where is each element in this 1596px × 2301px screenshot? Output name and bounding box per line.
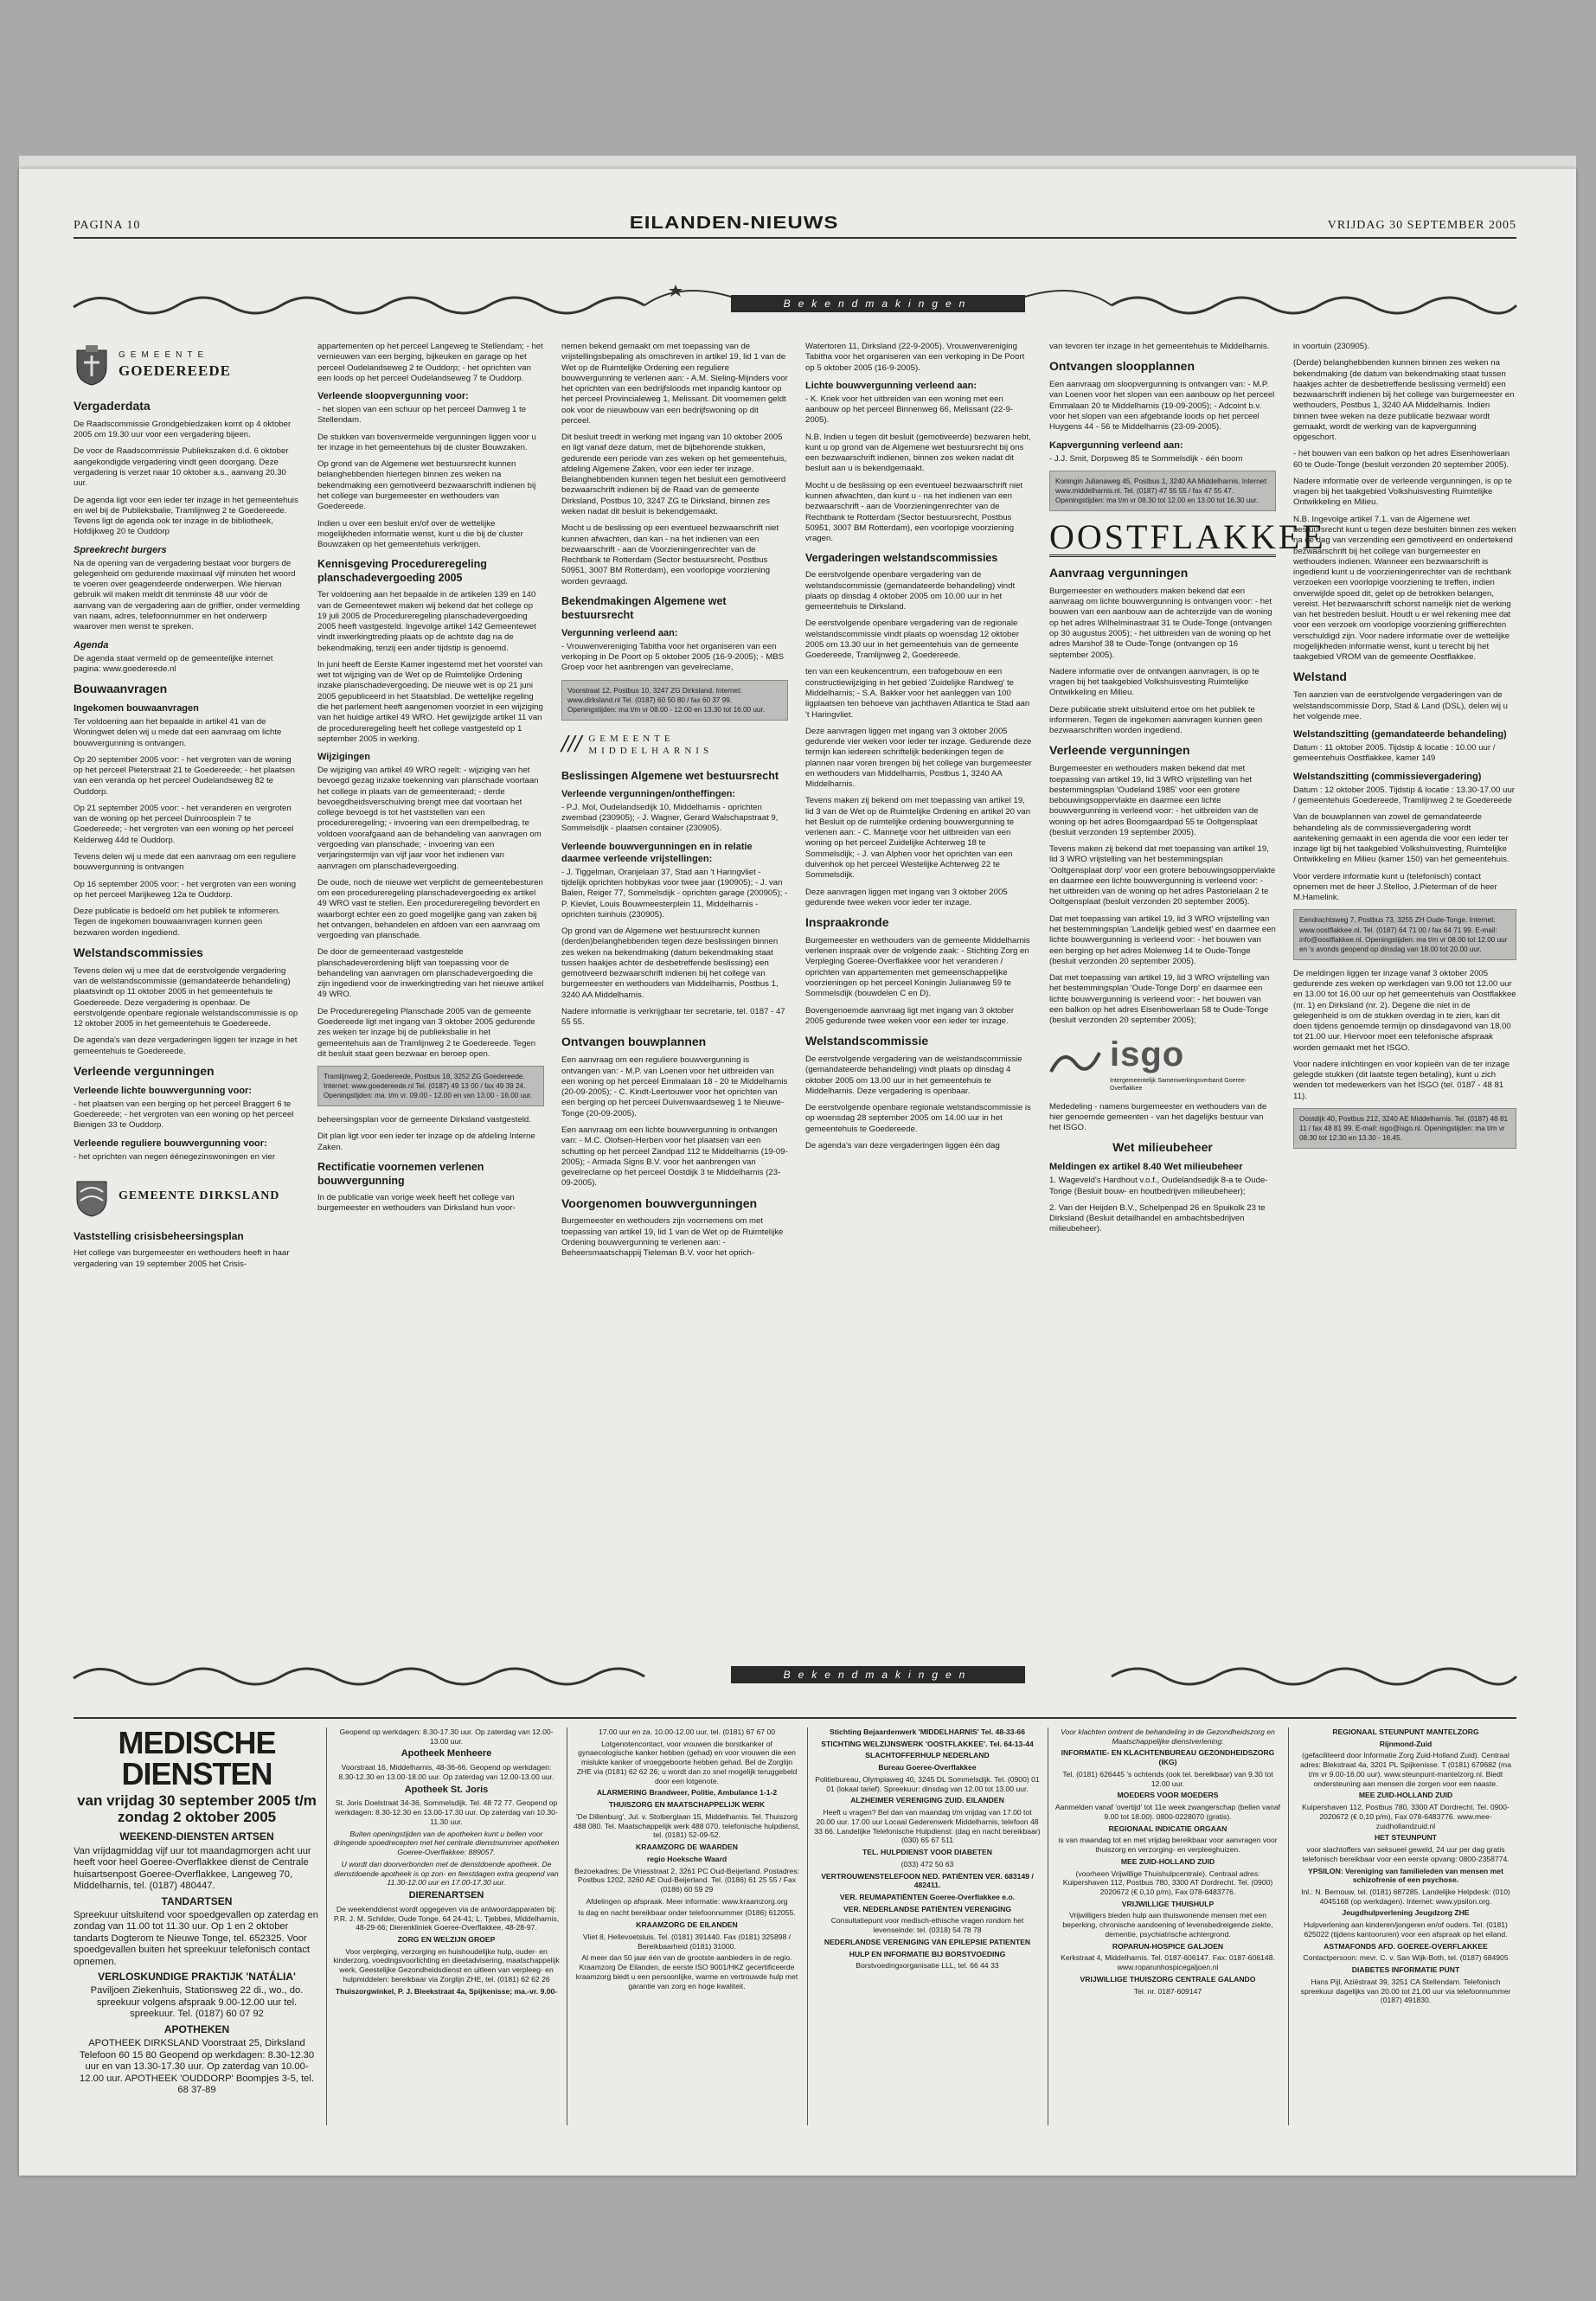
paragraph: De meldingen liggen ter inzage vanaf 3 oktober 2005 gedurende zes weken op werkdagen van 9.00 tot 12.00 uur en 13.00 tot 16.00 uur op het gemeentehuis van Oostflakkee (nr. 1) en Dirksland (nr. 2). Degene die niet in de gelegenheid is om de stukken overdag in te zien, kan dit doen tijdens genoemde termijn op dinsdagavond van 18.00 tot 21.00 uur. Hiervoor moet een telefonische afspraak worden gemaakt met het ISGO. [1293, 968, 1516, 1053]
paragraph: Mocht u de beslissing op een eventueel bezwaarschrift niet kunnen afwachten, dan kan - na het indienen van een bezwaarschrift - aan de Voorzieningenrechter van de Rechtbank te Rotterdam (Sector bestuursrecht, Postbus 50951, 3007 BM Rotterdam), een voorlopige voorziening worden gevraagd. [561, 523, 779, 586]
paragraph: Ter voldoening aan het bepaalde in artikel 41 van de Woningwet delen wij u mede dat een aanvraag om lichte bouwvergunning is ontvangen. [74, 717, 282, 748]
bottom-paragraph: Aanmelden vanaf 'overtijd' tot 11e week zwangerschap (bellen vanaf 9.00 tot 18.00). 0800-0228070 (gratis). [1054, 1803, 1281, 1821]
paragraph: appartementen op het perceel Langeweg te Stellendam; - het vernieuwen van een berging, bijkeuken en garage op het perceel Oudelandseweg 2 te Ouddorp; - het oprichten van een loods op het perceel Oudelandseweg 7 te Ouddorp. [317, 342, 543, 383]
bottom-paragraph: 17.00 uur en za. 10.00-12.00 uur, tel. (0181) 67 67 00 [598, 1727, 775, 1736]
column-2 [317, 342, 544, 1631]
bottom-heading: ROPARUN-HOSPICE GALJOEN [1112, 1941, 1224, 1951]
issue-date: VRIJDAG 30 SEPTEMBER 2005 [1327, 219, 1516, 232]
newspaper-logo: EILANDEN-NIEUWS [629, 213, 839, 234]
bottom-paragraph: Politiebureau, Olympiaweg 40, 3245 DL Sommelsdijk. Tel. (0900) 01 01 (lokaal tarief). Spreekuur: dinsdag van 12.00 tot 13.00 uur. [815, 1774, 1040, 1793]
isgo-subtitle: Intergemeentelijk Samenwerkingsverband Goeree-Overflakkee [1110, 1077, 1247, 1092]
goedereede-header [74, 343, 300, 387]
med-paragraph: Spreekuur uitsluitend voor spoedgevallen op zaterdag en zondag van 11.00 tot 11.30 uur. Op 1 en 2 oktober tandarts Dogterom te Nieuwe Tonge, tel. 652325. Voor spoedgevallen buiten het spreekuur telefonisch contact opnemen. [74, 1909, 318, 1967]
paragraph: Mededeling - namens burgemeester en wethouders van de hier genoemde gemeenten - van het dagelijks bestuur van het ISGO. [1049, 1101, 1267, 1133]
paragraph: Burgemeester en wethouders van de gemeente Middelharnis verlenen inspraak over de volgende zaak: - Stichting Zorg en Verpleging Goeree-Overflakkee voor het veranderen / oprichten van appartementen met gemeenschappelijke voorzieningen op het perceel Koningin Julianaweg 59 te Sommelsdijk (bouwdelen C en D). [805, 935, 1030, 999]
bottom-paragraph: Thuiszorgwinkel, P. J. Bleekstraat 4a, Spijkenisse; ma.-vr. 9.00- [335, 1986, 558, 1996]
bottom-banner [74, 1644, 1516, 1704]
paragraph: Watertoren 11, Dirksland (22-9-2005). Vrouwenvereniging Tabitha voor het organiseren van een verkoping in De Poort op 5 oktober 2005 (16-9-2005). [805, 342, 1025, 373]
paragraph: De voor de Raadscommissie Publiekszaken d.d. 6 oktober aangekondigde vergadering vindt geen doorgang. Deze vergadering is verzet naar 10 oktober a.s., aanvang 20.30 uur. [74, 446, 289, 489]
contact-infobox: Tramlijnweg 2, Goedereede, Postbus 18, 3252 ZG Goedereede. Internet: www.goedereede.nl Tel. (0187) 49 13 00 / fax 49 39 24. Openingstijden: ma. t/m vr. 09.00 - 12.00 en van 13.00 - 16.00 uur. [317, 1066, 544, 1106]
heading: Rectificatie voornemen verlenen bouwvergunning [317, 1161, 484, 1188]
paragraph: Deze aanvragen liggen met ingang van 3 oktober 2005 gedurende twee weken voor ieder ter inzage. [805, 887, 1008, 907]
middelharnis-logo-icon: /// [561, 730, 582, 758]
bottom-paragraph: U wordt dan doorverbonden met de dienstdoende apotheek. De dienstdoende apotheek is op zon- en feestdagen extra geopend van 11.30-12.00 uur en 17.00-17.30 uur. [334, 1859, 559, 1888]
bottom-heading: KRAAMZORG DE WAARDEN [636, 1843, 738, 1852]
paragraph: Tevens delen wij u mede dat een aanvraag om een reguliere bouwvergunning is ontvangen [74, 852, 297, 873]
paragraph: In juni heeft de Eerste Kamer ingestemd met het voorstel van wet tot wijziging van de Wet op de Ruimtelijke Ordening inzake planschadevergoeding. De nieuwe wet is op 21 juni 2005 gepubliceerd in het Staatsblad. De wettelijke regeling die het parlement heeft aangenomen voorziet in een wijziging van het huidige artikel 49 WRO. Het gewijzigde artikel 11 van de procedureregeling heeft het college vastgesteld op 1 september 2005 in werking. [317, 659, 543, 744]
bottom-heading: Apotheek St. Joris [404, 1784, 489, 1795]
bottom-paragraph: Afdelingen op afspraak. Meer informatie: www.kraamzorg.org [586, 1896, 788, 1906]
bottom-heading: ASTMAFONDS AFD. GOEREE-OVERFLAKKEE [1324, 1941, 1488, 1951]
paragraph: Na de opening van de vergadering bestaat voor burgers de gelegenheid om gedurende maximaal vijf minuten het woord te voeren over geagendeerde onderwerpen. Wie hiervan gebruik wil maken meldt dit tenminste 48 uur vóór de aanvang van de vergadering aan de griffier, onder vermelding van naam, adres, telefoonnummer en het onderwerp waarover men wenst te spreken. [74, 558, 300, 632]
subheading: Ingekomen bouwaanvragen [74, 703, 199, 715]
paragraph: Indien u over een besluit en/of over de wettelijke mogelijkheden informatie wenst, kunt u die bij de cluster Bouwzaken op het gemeentehuis verkrijgen. [317, 518, 523, 550]
subheading: Verleende sloopvergunning voor: [317, 391, 469, 402]
bottom-paragraph: Vrijwilligers bieden hulp aan thuiswonende mensen met een beperking, chronische aandoening of levensbedreigende ziekte, dementie, psychiatrische achtergrond. [1062, 1911, 1273, 1939]
bottom-column-6 [1295, 1727, 1516, 2125]
paragraph: De Raadscommissie Grondgebiedzaken komt op 4 oktober 2005 om 19.30 uur voor een vergadering bijeen. [74, 419, 292, 440]
bottom-heading: ALARMERING Brandweer, Politie, Ambulance 1-1-2 [596, 1788, 778, 1798]
bottom-heading: VER. REUMAPATIËNTEN Goeree-Overflakkee e.o. [839, 1893, 1016, 1902]
bottom-column-4 [814, 1727, 1041, 2125]
paragraph: De agenda ligt voor een ieder ter inzage in het gemeentehuis en wel bij de Publieksbalie, Tramlijnweg 2 te Goedereede. Tevens ligt de agenda ook ter inzage in de bibliotheek, Hofdijkweg 20 te Ouddorp [74, 495, 298, 537]
bottom-heading: SLACHTOFFERHULP NEDERLAND [865, 1751, 990, 1760]
paragraph: Dit plan ligt voor een ieder ter inzage op de afdeling Interne Zaken. [317, 1131, 535, 1152]
column-1 [74, 342, 300, 1631]
paragraph: N.B. Ingevolge artikel 7.1. van de Algemene wet bestuursrecht kunt u tegen deze besluiten binnen zes weken na de dag van verzending een gemotiveerd en ondertekend bezwaarschrift bij het college van burgemeester en wethouders indienen. Wanneer een bezwaarschrift is ingediend kunt u de voorzieningenrechter van de rechtbank verzoeken een voorlopige voorziening te treffen, indien onverwijlde spoed dit, gelet op de betrokken belangen, vereist. Het bezwaarschrift schorst namelijk niet de werking van het bestreden besluit. Houdt u er wel rekening mee dat voor een verzoek om voorlopige voorziening griffierechten verschuldigd zijn. Voor nadere informatie over de wettelijke mogelijkheden informatie wenst, kunt u terecht bij het taakgebied VROM van de gemeente Oostflakkee. [1293, 514, 1516, 663]
bottom-paragraph: Heeft u vragen? Bel dan van maandag t/m vrijdag van 17.00 tot 20.00 uur. 17.00 uur Locaal Gederenwerk Middelharnis, telefoon 48 33 66. Landelijke Telefonische Hulpdienst: (dag en nacht bereikbaar) (030) 65 67 511 [814, 1808, 1041, 1845]
heading: Vaststelling crisisbeheersingsplan [74, 1230, 244, 1243]
bottom-paragraph: Voor klachten omtrent de behandeling in de Gezondheidszorg en Maatschappelijke dienstverlening: [1061, 1727, 1275, 1746]
medische-subtitle: van vrijdag 30 september 2005 t/m zondag 2 oktober 2005 [77, 1792, 317, 1825]
bottom-paragraph: voor slachtoffers van seksueel geweld, 24 uur per dag gratis telefonisch bereikbaar voor een eerste opvang: 0800-2358774. [1302, 1845, 1509, 1863]
bottom-heading: STICHTING WELZIJNSWERK 'OOSTFLAKKEE'. Tel. 64-13-44 [821, 1739, 1034, 1748]
med-heading: TANDARTSEN [161, 1894, 233, 1907]
paragraph: Op 16 september 2005 voor: - het vergroten van een woning op het perceel Marijkeweg 12a te Ouddorp. [74, 879, 297, 900]
contact-infobox: Koningin Julianaweg 45, Postbus 1, 3240 AA Middelharnis. Internet: www.middelharnis.nl. Tel. (0187) 47 55 55 / fax 47 55 47. Openingstijden: ma t/m vr 08.30 tot 12.00 en 13.00 tot 16.30 uur. [1049, 471, 1276, 511]
bottom-paragraph: Al meer dan 50 jaar één van de grootste aanbieders in de regio. Kraamzorg De Eilanden, de eerste ISO 9001/HKZ gecertificeerde kraamzorg biedt u een persoonlijke, warme en vertrouwde hulp met garantie van zorg en hoge kwaliteit. [575, 1953, 798, 1990]
subheading: Meldingen ex artikel 8.40 Wet milieubeheer [1049, 1162, 1243, 1173]
organisation-name: GEMEENTE MIDDELHARNIS [588, 733, 714, 756]
paragraph: Tevens maken zij bekend om met toepassing van artikel 19, lid 3 van de Wet op de Ruimtelijke Ordening en artikel 20 van het Besluit op de ruimtelijke ordening bouwvergunning te verlenen aan: - C. Mannetje voor het uitbreiden van een woning op het perceel Zuidelijke Achterweg 18 te Sommelsdijk; - J. van Alphen voor het oprichten van een duivenhok op het perceel Westelijke Achterweg 22 te Sommelsdijk. [805, 796, 1031, 881]
paragraph: De door de gemeenteraad vastgestelde planschadeverordening blijft van toepassing voor de behandeling van aanvragen om planschadevergoeding die zijn ingediend voor de inwerkingtreding van het nieuwe artikel 49 WRO. [317, 947, 544, 1000]
paragraph: Voor verdere informatie kunt u (telefonisch) contact opnemen met de heer J.Stelloo, J.Pieterman of de heer M.Hamelink. [1293, 871, 1497, 903]
heading: Vergaderdata [74, 399, 151, 413]
paragraph: (Derde) belanghebbenden kunnen binnen zes weken na bekendmaking (de datum van bekendmaking staat tussen haakjes achter de desbetreffende beslissing vermeld) een bezwaarschrift indienen bij het college van burgemeester en wethouders, Postbus 1, 3240 AA Middelharnis. Indien binnen twee weken na deze publicatie bezwaar wordt gemaakt, wordt de werking van de kapvergunning opgeschort. [1293, 358, 1515, 443]
paragraph: Datum : 12 oktober 2005. Tijdstip & locatie : 13.30-17.00 uur / gemeentehuis Goedereede, Tramlijnweg 2 te Goedereede [1293, 785, 1515, 806]
paragraph: van tevoren ter inzage in het gemeentehuis te Middelharnis. [1049, 342, 1270, 351]
bottom-heading: HULP EN INFORMATIE BIJ BORSTVOEDING [849, 1949, 1006, 1958]
paragraph: De eerstvolgende openbare regionale welstandscommissie is op woensdag 28 september 2005 om 14.00 uur in het gemeentehuis te Goedereede. [805, 1103, 1031, 1134]
bottom-paragraph: Kerkstraat 4, Middelharnis. Tel. 0187-606147. Fax: 0187-606148. www.roparunhospicegaljoen.nl [1061, 1953, 1275, 1972]
municipality-label: GEMEENTE [119, 349, 209, 360]
paragraph: Deze publicatie strekt uitsluitend ertoe om het publiek te informeren. Tegen de ingekomen aanvragen kunnen geen bezwaarschriften worden ingediend. [1049, 704, 1263, 736]
bottom-heading: Rijnmond-Zuid [1379, 1739, 1433, 1748]
paragraph: beheersingsplan voor de gemeente Dirksland vastgesteld. [317, 1115, 531, 1125]
paragraph: De agenda's van deze vergaderingen liggen één dag [805, 1140, 1000, 1150]
paragraph: De Procedureregeling Planschade 2005 van de gemeente Goedereede ligt met ingang van 3 oktober 2005 gedurende zes weken ter inzage bij de publieksbalie in het gemeentehuis aan de Tramlijnweg 2 te Goedereede. Tegen dit besluit staat geen bezwaar en beroep open. [317, 1006, 536, 1059]
column-6 [1293, 342, 1516, 1631]
bottom-column-3 [574, 1727, 800, 2125]
isgo-wordmark: isgo [1110, 1035, 1185, 1074]
bottom-heading: HET STEUNPUNT [1374, 1833, 1438, 1843]
banner-label: Bekendmakingen [783, 298, 973, 310]
paragraph: Op 21 september 2005 voor: - het veranderen en vergroten van de woning op het perceel Duinroosplein 7 te Goedereede; - het vergroten van een woning op het perceel Kelderweg 44d te Ouddorp. [74, 803, 294, 845]
subheading: Verleende vergunningen/ontheffingen: [561, 788, 736, 799]
paragraph: Het college van burgemeester en wethouders heeft in haar vergadering van 19 september 2005 het Crisis- [74, 1248, 290, 1269]
medische-title: MEDISCHE DIENSTEN [118, 1725, 276, 1791]
subheading: Wijzigingen [317, 752, 371, 763]
paragraph: Een aanvraag om een reguliere bouwvergunning is ontvangen van: - M.P. van Loenen voor het uitbreiden van een woning op het perceel Emmalaan 18 - 20 te Middelharnis (20-09-2005); - C. Kindt-Leertouwer voor het oprichten van een berging op het perceel Duivenwaardseweg 1 te Nieuwe-Tonge (20-09-2005). [561, 1055, 788, 1118]
bottom-heading: VRIJWILLIGE THUISZORG CENTRALE GALANDO [1080, 1974, 1256, 1984]
isgo-wave-icon [1049, 1046, 1101, 1080]
subheading: Vergunning verleend aan: [561, 627, 678, 638]
paragraph: Van de bouwplannen van zowel de gemandateerde behandeling als de commissievergadering wordt aantekening gemaakt in een agenda die voor een ieder ter inzage ligt bij het taakgebied Volkshuisvesting, Ruimtelijke Ontwikkeling en Milieu (kamer 150) van het gemeentehuis. [1293, 812, 1509, 865]
bottom-paragraph: Vliet 8, Hellevoetsluis. Tel. (0181) 391440. Fax (0181) 325898 / Bereikbaarheid (0181) 31000. [582, 1932, 792, 1951]
paragraph: nemen bekend gemaakt om met toepassing van de vrijstellingsbepaling als omschreven in artikel 19, lid 1 van de Wet op de Ruimtelijke Ordening een reguliere bouwvergunning te verlenen aan: - A.M. Sieling-Mijnders voor het oprichten van een bedrijfsloods met inpandig kantoor op het perceel Provincialeweg 1, Melissant. Dit voornemen geldt ook voor de nieuwbouw van een bedrijfswoning op dit perceel. [561, 342, 788, 426]
contact-infobox: Voorstraat 12, Postbus 10, 3247 ZG Dirksland. Internet: www.dirksland.nl Tel. (0187) 60 50 80 / fax 60 37 99. Openingstijden: ma t/m vr 08.00 - 12.00 en 13.30 tot 16.00 uur. [561, 680, 788, 721]
municipality-name: GEMEENTE DIRKSLAND [119, 1189, 280, 1203]
paragraph: Nadere informatie over de ontvangen aanvragen, is op te vragen bij het taakgebied Volkshuisvesting Ruimtelijke Ontwikkeling en Milieu. [1049, 666, 1259, 698]
paragraph: De eerstvolgende openbare vergadering van de welstandscommissie (gemandateerde behandeling) vindt plaats op dinsdag 4 oktober 2005 om 10.00 uur in het gemeentehuis te Dirksland. [805, 570, 1016, 612]
paragraph: De oude, noch de nieuwe wet verplicht de gemeentebesturen om een procedureregeling planschadevergoeding ex artikel 49 WRO vast te stellen. Een procedureregeling bevordert en waarborgt echter een zo goed mogelijke gang van zaken bij het ontvangen, behandelen en afdoen van een aanvraag om vergoeding van planschade. [317, 877, 543, 941]
bottom-paragraph: (033) 472 50 63 [901, 1859, 954, 1868]
paragraph: - J.J. Smit, Dorpsweg 85 te Sommelsdijk - één boom [1049, 453, 1243, 464]
bottom-heading: REGIONAAL STEUNPUNT MANTELZORG [1332, 1727, 1479, 1736]
subheading: Welstandszitting (gemandateerde behandeling) [1293, 729, 1507, 740]
paragraph: - het oprichten van negen éénegezinswoningen en vier [74, 1151, 276, 1162]
bottom-paragraph: Consultatiepunt voor medisch-ethische vragen rondom het levenseinde: tel. (0318) 54 78 78 [830, 1916, 1024, 1935]
heading: Beslissingen Algemene wet bestuursrecht [561, 769, 779, 782]
bottom-paragraph: Bezoekadres: De Vriesstraat 2, 3261 PC Oud-Beijerland. Postadres: Postbus 1202, 3260 AE Oud-Beijerland. Tel. (0186) 61 25 55 / Fax (0186) 60 59 29 [574, 1866, 799, 1894]
paragraph: Een aanvraag om sloopvergunning is ontvangen van: - M.P. van Loenen voor het slopen van een aanbouw op het perceel Emmalaan 20 te Middelharnis (19-09-2005); - Adcoint b.v. voor het slopen van een afgebrande loods op het perceel Huygens 44 - 56 te Middelharnis (23-09-2005). [1049, 380, 1275, 433]
subheading: Spreekrecht burgers [74, 544, 167, 555]
paragraph: Dit besluit treedt in werking met ingang van 10 oktober 2005 en ligt vanaf deze datum, met de bijbehorende stukken, gedurende een periode van zes weken op het gemeentehuis, afdeling Algemene Zaken, voor een ieder ter inzage. Belanghebbenden kunnen tegen het besluit een gemotiveerd bezwaarschrift indienen bij de Raad van de gemeente Dirksland, Postbus 10, 3247 ZG te Dirksland, binnen zes weken nadat dit besluit is bekendgemaakt. [561, 433, 787, 516]
column-divider [807, 1727, 808, 2125]
page-number: PAGINA 10 [74, 219, 141, 232]
paragraph: - K. Kriek voor het uitbreiden van een woning met een aanbouw op het perceel Binnenweg 66, Melissant (22-9-2005). [805, 394, 1013, 426]
bottom-paragraph: St. Joris Doelstraat 34-36, Sommelsdijk. Tel. 48 72 77. Geopend op werkdagen: 8.30-12.30 en 13.00-17.30 uur. Op zaterdag van 10.30-11.30 uur. [335, 1798, 558, 1826]
subheading: Welstandszitting (commissievergadering) [1293, 771, 1482, 782]
bottom-paragraph: Lotgenotencontact, voor vrouwen die borstkanker of gynaecologische kanker hebben (gehad) en voor vrouwen die een mislukte kanker of vroeggeboorte hebben gehad. Bel de Zorglijn ZHE via (0181) 62 62 26; u wordt dan zo snel mogelijk teruggebeld door een lotgenote. [576, 1739, 798, 1785]
bottom-heading: MEE ZUID-HOLLAND ZUID [1120, 1856, 1215, 1866]
subheading: Kapvergunning verleend aan: [1049, 439, 1183, 451]
heading: Ontvangen sloopplannen [1049, 359, 1195, 374]
subheading: Verleende lichte bouwvergunning voor: [74, 1085, 252, 1096]
paragraph: Deze publicatie is bedoeld om het publiek te informeren. Tegen de ingekomen bouwaanvragen kunnen geen bezwaren worden ingediend. [74, 907, 280, 938]
med-paragraph: APOTHEEK DIRKSLAND Voorstraat 25, Dirksland Telefoon 60 15 80 Geopend op werkdagen: 8.30-12.30 uur en van 13.30-17.30 uur. Op zaterdag van 10.00-12.00 uur. APOTHEEK 'OUDDORP' Boompjes 3-5, tel. 68 37-89 [79, 2038, 315, 2095]
paragraph: Bovengenoemde aanvraag ligt met ingang van 3 oktober 2005 gedurende twee weken voor een ieder ter inzage. [805, 1005, 1015, 1026]
bottom-heading: ALZHEIMER VERENIGING ZUID. EILANDEN [850, 1796, 1004, 1805]
heading: Aanvraag vergunningen [1049, 566, 1189, 580]
paragraph: Dat met toepassing van artikel 19, lid 3 WRO vrijstelling van het bestemmingsplan 'Oude-Tonge Dorp' en daarmee een lichte bouwvergunning is verleend voor: - het bouwen van een balkon op het adres Eisenhowerlaan 58 te Oude-Tonge (besluit verzonden 20 september 2005); [1049, 973, 1270, 1026]
heading: Ontvangen bouwplannen [561, 1035, 707, 1049]
bottom-paragraph: Geopend op werkdagen: 8.30-17.30 uur. Op zaterdag van 12.00-13.00 uur. [339, 1727, 554, 1746]
subheading: Agenda [74, 639, 109, 651]
heading: Welstandscommissies [74, 945, 203, 959]
banner-label: Bekendmakingen [783, 1669, 973, 1681]
paragraph: - Vrouwenvereniging Tabitha voor het organiseren van een verkoping in De Poort op 5 oktober 2005 (16-9-2005); - MBS Groep voor het aanbrengen van gevelreclame, [561, 641, 785, 673]
paragraph: - het slopen van een schuur op het perceel Damweg 1 te Stellendam. [317, 405, 527, 426]
goedereede-crest-icon [74, 343, 110, 387]
subheading: Verleende bouwvergunningen en in relatie daarmee verleende vrijstellingen: [561, 841, 753, 864]
paragraph: Tevens maken zij bekend dat met toepassing van artikel 19, lid 3 WRO vrijstelling van het bestemmingsplan 'Ooltgensplaat dorp' voor een grotere bebouwingsoppervlakte en daarmee een lichte bouwvergunning is verleend voor: - het uitbreiden van de woning op het adres Pastorielaan 2 te Ooltgensplaat (besluit verzonden 20 september 2005). [1049, 844, 1276, 907]
middelharnis-logo [561, 729, 788, 760]
dirksland-crest-icon [74, 1175, 110, 1218]
bottom-paragraph: Tel. nr. 0187-609147 [1133, 1986, 1202, 1996]
paragraph: Tevens delen wij u mee dat de eerstvolgende vergadering van de welstandscommissie (gemandateerde behandeling) plaatsvindt op 11 oktober 2005 in het gemeentehuis te Goedereede. Deze vergadering is openbaar. De eerstvolgende openbare regionale welstandscommissie is op 12 oktober 2005 in het gemeentehuis te Goedereede. [74, 965, 298, 1029]
bottom-paragraph: Is dag en nacht bereikbaar onder telefoonnummer (0186) 612055. [578, 1908, 796, 1918]
subheading: Verleende reguliere bouwvergunning voor: [74, 1138, 267, 1149]
paragraph: Ter voldoening aan het bepaalde in de artikelen 139 en 140 van de Gemeentewet maken wij bekend dat het college op 19 juli 2005 de Procedureregeling planschadevergoeding 2005 heeft vastgesteld. Ingevolge artikel 142 Gemeentewet vindt inwerkingtreding plaats op de achtste dag na de bekendmaking, tenzij een ander tijdstip is genoemd. [317, 590, 536, 653]
paragraph: De eerstvolgende vergadering van de welstandscommissie (gemandateerde behandeling) vindt plaats op dinsdag 4 oktober 2005 om 13.00 uur in het gemeentehuis te Middelharnis. Deze vergadering is openbaar. [805, 1054, 1022, 1096]
bottom-heading: regio Hoeksche Waard [646, 1854, 727, 1863]
column-4 [805, 342, 1032, 1631]
bottom-paragraph: 'De Dillenburg', Jul. v. Stolberglaan 15, Middelharnis. Tel. Thuiszorg 488 080. Tel. Maatschappelijk werk 488 070. telefonische hulpdienst, tel. (0181) 52-09-52. [574, 1811, 800, 1840]
bottom-paragraph: Hans Pijl, Aziëstraat 39, 3251 CA Stellendam. Telefonisch spreekuur dagelijks van 20.00 tot 21.00 uur via telefoonnummer (0187) 491830. [1300, 1977, 1511, 2005]
paragraph: Burgemeester en wethouders zijn voornemens om met toepassing van artikel 19, lid 1 van de Wet op de Ruimtelijke Ordening bouwvergunning te verlenen aan: - Beheersmaatschappij Tieleman B.V. voor het oprich- [561, 1216, 784, 1259]
bottom-heading: Apotheek Menheere [401, 1748, 492, 1759]
heading: Welstandscommissie [805, 1034, 929, 1048]
paragraph: Op 20 september 2005 voor: - het vergroten van de woning op het perceel Pieterstraat 21 te Goedereede; - het plaatsen van een veranda op het perceel Oudelandseweg 82 te Ouddorp. [74, 754, 296, 797]
column-3 [561, 342, 788, 1631]
isgo-logo [1049, 1033, 1276, 1093]
paragraph: - J. Tiggelman, Oranjelaan 37, Stad aan 't Haringvliet - tijdelijk oprichten hobbykas voor twee jaar (190905); - J. van Balen, Reiger 77, Sommelsdijk - oprichten garage (200905); - P. Kievlet, Louis Bouwmeesterplein 11, Middelharnis - oprichten tuinhuis (230905). [561, 867, 788, 920]
oostflakkee-logo: OOSTFLAKKEE [1049, 517, 1326, 557]
paragraph: Voor nadere inlichtingen en voor kopieën van de ter inzage gelegde stukken (dit laatste tegen betaling), kunt u zich wenden tot medewerkers van het ISGO (tel. 0187 - 48 81 11). [1293, 1059, 1510, 1101]
med-heading: WEEKEND-DIENSTEN ARTSEN [119, 1830, 274, 1843]
paragraph: De agenda staat vermeld op de gemeentelijke internet pagina: www.goedereede.nl [74, 653, 273, 674]
bottom-heading: ZORG EN WELZIJN GROEP [397, 1935, 496, 1944]
paragraph: Nadere informatie is verkrijgbaar ter secretarie, tel. 0187 - 47 55 55. [561, 1006, 785, 1028]
paragraph: Een aanvraag om een lichte bouwvergunning is ontvangen van: - M.C. Olofsen-Herben voor het plaatsen van een schutting op het perceel Zandpad 112 te Middelharnis (19-09-2005); - Armada Signs B.V. voor het aanbrengen van gevelreclame op het perceel Oostdijk 3 te Middelharnis (23-09-2005). [561, 1125, 788, 1189]
top-banner [74, 272, 1516, 333]
heading: Vergaderingen welstandscommissies [805, 552, 998, 565]
bottom-paragraph: Voorstraat 16, Middelharnis, 48-36-66. Geopend op werkdagen: 8.30-12.30 en 13.00-18.00 uur. Op zaterdag van 12.00-13.00 uur. [338, 1763, 554, 1781]
paragraph: - P.J. Mol, Oudelandsedijk 10, Middelharnis - oprichten zwembad (230905); - J. Wagner, Gerard Walschapstraat 9, Sommelsdijk - plaatsen container (230905). [561, 802, 779, 834]
paragraph: De agenda's van deze vergaderingen liggen ter inzage in het gemeentehuis te Goedereede. [74, 1035, 298, 1056]
paragraph: Op grond van de Algemene wet bestuursrecht kunnen (derden)belanghebbenden tegen deze beslissingen binnen zes weken na bekendmaking (datum bekendmaking staat tussen haakjes achter de desbetreffende beslissing) een gemotiveerd bezwaarschrift indienen bij het college van burgemeester en wethouders van Middelharnis, Postbus 1, 3240 AA Middelharnis. [561, 926, 779, 1000]
paragraph: - het plaatsen van een berging op het perceel Braggert 6 te Goedereede; - het vergroten van een woning op het perceel Bienigen 33 te Ouddorp. [74, 1099, 294, 1131]
bottom-paragraph: Hulpverlening aan kinderen/jongeren en/of ouders. Tel. (0181) 625022 (tijdens kantooruren) voor een afspraak op het eiland. [1304, 1920, 1508, 1939]
medische-diensten [74, 1727, 320, 2125]
med-paragraph: Van vrijdagmiddag vijf uur tot maandagmorgen acht uur heeft voor heel Goeree-Overflakkee dienst de Centrale huisartsenpost Goeree-Overflakkee, Langeweg 70, Middelharnis, tel. (0187) 480447. [74, 1845, 311, 1892]
paragraph: In de publicatie van vorige week heeft het college van burgemeester en wethouders van Dirksland hun voor- [317, 1193, 516, 1214]
heading: Wet milieubeheer [1112, 1140, 1213, 1155]
bottom-heading: DIERENARTSEN [408, 1890, 484, 1901]
medical-services-section [74, 1717, 1516, 2134]
masthead [74, 208, 1516, 239]
paragraph: N.B. Indien u tegen dit besluit (gemotiveerde) bezwaren hebt, kunt u op grond van de Algemene wet bestuursrecht bij ons een bezwaarschrift indienen, binnen zes weken nadat dit besluit aan u is bekendgemaakt. [805, 432, 1031, 474]
bottom-column-2 [333, 1727, 560, 2125]
bottom-heading: Jeugdhulpverlening Jeugdzorg ZHE [1342, 1908, 1470, 1918]
bottom-heading: MEE ZUID-HOLLAND ZUID [1358, 1791, 1453, 1800]
bottom-paragraph: Voor verpleging, verzorging en huishoudelijke hulp, ouder- en kinderzorg, voedingsvoorlichting en dieetadvisering, maatschappelijk werk, Geestelijke Gezondheidsdienst en uitleen van verpleeg- en hulpmiddelen: bereikbaar via Zorglijn ZHE, tel. (0181) 62 62 26 [333, 1946, 560, 1984]
heading: Bekendmakingen Algemene wet bestuursrecht [561, 594, 727, 621]
bottom-paragraph: Borstvoedingsorganisatie LLL, tel. 66 44 33 [856, 1961, 999, 1971]
paragraph: Datum : 11 oktober 2005. Tijdstip & locatie : 10.00 uur / gemeentehuis Oostflakkee, kamer 149 [1293, 743, 1496, 764]
column-divider [326, 1727, 327, 2125]
bottom-heading: VRIJWILLIGE THUISHULP [1121, 1899, 1215, 1908]
paragraph: Deze aanvragen liggen met ingang van 3 oktober 2005 gedurende vier weken voor ieder ter inzage. Gedurende deze termijn kan iedereen schriftelijk bedenkingen tegen de plannen naar voren brengen bij het college van burgemeester en wethouders van Middelharnis, Postbus 1, 3240 AA Middelharnis. [805, 726, 1032, 790]
page-content [74, 208, 1516, 2137]
bottom-heading: NEDERLANDSE VERENIGING VAN EPILEPSIE PATIENTEN [824, 1937, 1031, 1946]
heading: Welstand [1293, 670, 1347, 684]
paragraph: ten van een keukencentrum, een trafogebouw en een constructiewijziging in het gebied 'Zuidelijke Randweg' te Middelharnis; - S.A. Bakker voor het aanleggen van 100 ligplaatsen ten behoeve van jachthaven Atlantica te Stad aan 't Haringvliet. [805, 667, 1030, 720]
heading: Bouwaanvragen [74, 682, 168, 696]
bottom-paragraph: is van maandag tot en met vrijdag bereikbaar voor aanvragen voor thuiszorg en verzorging- en verpleeghuizen. [1058, 1836, 1278, 1855]
med-heading: VERLOSKUNDIGE PRAKTIJK 'NATÁLIA' [98, 1971, 296, 1984]
paragraph: De stukken van bovenvermelde vergunningen liggen voor u ter inzage in het gemeentehuis bij de cluster Bouwzaken. [317, 432, 536, 452]
paragraph: Op grond van de Algemene wet bestuursrecht kunnen belanghebbenden hiertegen binnen zes weken na bekendmaking een gemotiveerd bezwaarschrift indienen bij het college van burgemeester en wethouders van Goedereede. [317, 459, 536, 512]
bottom-paragraph: De weekenddienst wordt opgegeven via de antwoordapparaten bij: P.R. J. M. Schilder, Oude Tonge, 64 24-41; L. Tjebbes, Middelharnis, 48-29-66; Dierenkliniek Goeree-Overflakkee, 48-28-97. [333, 1904, 560, 1932]
bottom-heading: REGIONAAL INDICATIE ORGAAN [1108, 1823, 1227, 1833]
bottom-paragraph: Kuipershaven 112, Postbus 780, 3300 AT Dordrecht. Tel. 0900-2020672 (€ 0,10 p/m), Fax 078-6483776. www.mee-zuidhollandzuid.nl [1302, 1803, 1509, 1830]
subheading: Lichte bouwvergunning verleend aan: [805, 380, 977, 391]
heading: Voorgenomen bouwvergunningen [561, 1195, 758, 1210]
med-heading: APOTHEKEN [163, 2022, 230, 2035]
med-paragraph: Paviljoen Ziekenhuis, Stationsweg 22 di., wo., do. spreekuur volgens afspraak 9.00-12.00 uur tel. spreekuur. Tel. (0187) 60 07 92 [90, 1985, 304, 2020]
bottom-heading: INFORMATIE- EN KLACHTENBUREAU GEZONDHEIDSZORG (IKG) [1061, 1748, 1275, 1767]
column-divider [1288, 1727, 1289, 2125]
paragraph: Burgemeester en wethouders maken bekend dat een aanvraag om lichte bouwvergunning is ontvangen voor: - het bouwen van een aanbouw aan de achterzijde van de woning op het adres Wilhelminastraat 31 te Oude-Tonge (ontvangen op 30 augustus 2005); - het uitbreiden van de woning op het adres Marshof 38 te Oude-Tonge (ontvangen op 16 september 2005). [1049, 586, 1272, 660]
bottom-paragraph: Tel. (0181) 626445 's ochtends (ook tel. bereikbaar) van 9.30 tot 12.00 uur. [1062, 1769, 1273, 1788]
contact-infobox: Eendrachtsweg 7, Postbus 73, 3255 ZH Oude-Tonge. Internet: www.oostflakkee.nl. Tel. (0187) 64 71 00 / fax 64 71 99. E-mail: info@oostflakkee.nl. Openingstijden: ma t/m vr 08.00 tot 12.00 uur en 's avonds geopend op dinsdag van 18.00 tot 20.00 uur. [1293, 909, 1516, 959]
paragraph: Nadere informatie over de verleende vergunningen, is op te vragen bij het taakgebied Volkshuisvesting Ruimtelijke Ontwikkeling en Milieu. [1293, 476, 1512, 508]
contact-infobox: Oostdijk 40, Postbus 212, 3240 AE Middelharnis. Tel. (0187) 48 81 11 / fax 48 81 99. E-mail: isgo@isgo.nl. Openingstijden: ma t/m vr 08.30 tot 12.30 en 13.30 - 16.45. [1293, 1108, 1516, 1149]
bottom-heading: Stichting Bejaardenwerk 'MIDDELHARNIS' Tel. 48-33-66 [830, 1727, 1025, 1736]
paragraph: 2. Van der Heijden B.V., Schelpenpad 26 en Spuikolk 23 te Dirksland (Besluit detailhandel en ambachtsbedrijven milieubeheer). [1049, 1202, 1266, 1234]
paragraph: 1. Wageveld's Hardhout v.o.f., Oudelandsedijk 8-a te Oude-Tonge (Besluit bouw- en houtbedrijven milieubeheer); [1049, 1176, 1268, 1196]
municipality-name: GOEDEREEDE [119, 362, 231, 379]
heading: Verleende vergunningen [1049, 743, 1190, 758]
heading: Inspraakronde [805, 915, 889, 930]
bottom-paragraph: (gefaciliteerd door Informatie Zorg Zuid-Holland Zuid). Centraal adres: Blekstraat 4a, 3201 PL Spijkenisse. T (0181) 679682 (ma t/m vr 9.00-16.00 uur). www.steunpunt-mantelzorg.nl. Biedt ondersteuning aan mensen die zorgen voor een naaste. [1300, 1751, 1511, 1788]
heading: Verleende vergunningen [74, 1063, 215, 1078]
paragraph: Mocht u de beslissing op een eventueel bezwaarschrift niet kunnen afwachten, dan kunt u - na het indienen van een bezwaarschrift - aan de Voorzieningenrechter van de Rechtbank te Rotterdam (Sector bestuursrecht, Postbus 50951, 3007 BM Rotterdam), een voorlopige voorziening vragen. [805, 480, 1023, 544]
bottom-heading: VERTROUWENSTELEFOON NED. PATIËNTEN VER. 683149 / 482411. [821, 1871, 1034, 1890]
bottom-heading: KRAAMZORG DE EILANDEN [636, 1920, 738, 1930]
paragraph: De eerstvolgende openbare vergadering van de regionale welstandscommissie vindt plaats op woensdag 12 oktober 2005 om 13.30 uur in het gemeentehuis van de gemeente Goedereede, Tramlijnweg 2, Goedereede. [805, 619, 1019, 661]
bottom-heading: VER. NEDERLANDSE PATIËNTEN VERENIGING [843, 1904, 1012, 1913]
bottom-paragraph: Contactpersoon: mevr. C. v. San Wijk-Both, tel. (0187) 684905 [1303, 1953, 1509, 1963]
paragraph: in voortuin (230905). [1293, 342, 1369, 351]
medische-body [74, 1830, 320, 2096]
bottom-paragraph: Buiten openingstijden van de apotheken kunt u bellen voor dringende spoedrecepten met het centrale dienstnummer apotheken Goeree-Overflakkee: 889057. [333, 1829, 560, 1857]
dirksland-header [74, 1175, 300, 1218]
heading: Kennisgeving Procedureregeling planschadevergoeding 2005 [317, 558, 487, 585]
bottom-heading: DIABETES INFORMATIE PUNT [1351, 1965, 1460, 1975]
paragraph: De wijziging van artikel 49 WRO regelt: - wijziging van het bevoegd gezag inzake toekenning van planschade voortaan het college in plaats van de gemeenteraad; - derde bevoegdheidsverschuiving brengt mee dat voortaan het college bevoegd is tot het vaststellen van een procedureregeling; - invoering van een drempelbedrag, te voldoen voorafgaand aan de behandeling van aanvragen om vergoeding van planschade; - invoering van een verjaringstermijn van vijf jaar voor het indienen van aanvragen om planschadevergoeding. [317, 766, 542, 871]
bottom-heading: MOEDERS VOOR MOEDERS [1117, 1791, 1219, 1800]
paragraph: Ten aanzien van de eerstvolgende vergaderingen van de welstandscommissie Dorp, Stad & Land (DSL), delen wij u het volgende mee. [1293, 690, 1508, 721]
bottom-heading: Bureau Goeree-Overflakkee [878, 1763, 977, 1772]
bottom-heading: TEL. HULPDIENST VOOR DIABETEN [862, 1848, 992, 1857]
bottom-heading: THUISZORG EN MAATSCHAPPELIJK WERK [608, 1800, 766, 1810]
bottom-column-5 [1054, 1727, 1281, 2125]
paragraph: Dat met toepassing van artikel 19, lid 3 WRO vrijstelling van het bestemmingsplan 'Landelijk gebied west' en daarmee een lichte bouwvergunning is verleend voor: - het bouwen van een berging op het adres Molenweg 14 te Oude-Tonge (besluit verzonden 20 september 2005). [1049, 913, 1276, 966]
bottom-paragraph: (voorheen Vrijwillige Thuishulpcentrale). Centraal adres: Kuipershaven 112, Postbus 780, 3300 AT Dordrecht. Tel. (0900) 2020672 (€ 0,10 p/m), Fax 078-6483776. [1062, 1868, 1273, 1897]
paragraph: - het bouwen van een balkon op het adres Eisenhowerlaan 60 te Oude-Tonge (besluit verzonden 20 september 2005). [1293, 449, 1510, 470]
bottom-paragraph: Inl.: N. Bernouw, tel. (0181) 687285. Landelijke Helpdesk: (010) 4045168 (op werkdagen). Internet: www.ypsilon.org. [1301, 1888, 1510, 1906]
bottom-heading: YPSILON: Vereniging van familieleden van mensen met schizofrenie of een psychose. [1308, 1866, 1503, 1885]
paragraph: Burgemeester en wethouders maken bekend dat met toepassing van artikel 19, lid 3 WRO vrijstelling van het bestemmingsplan 'Oudeland 1985' voor een grotere bebouwingsoppervlakte en daarmee een lichte bouwvergunning is verleend voor: - het uitbreiden van de woning op het adres Boomgaardpad 55 te Ooltgensplaat (besluit verzonden 19 september 2005). [1049, 764, 1259, 837]
